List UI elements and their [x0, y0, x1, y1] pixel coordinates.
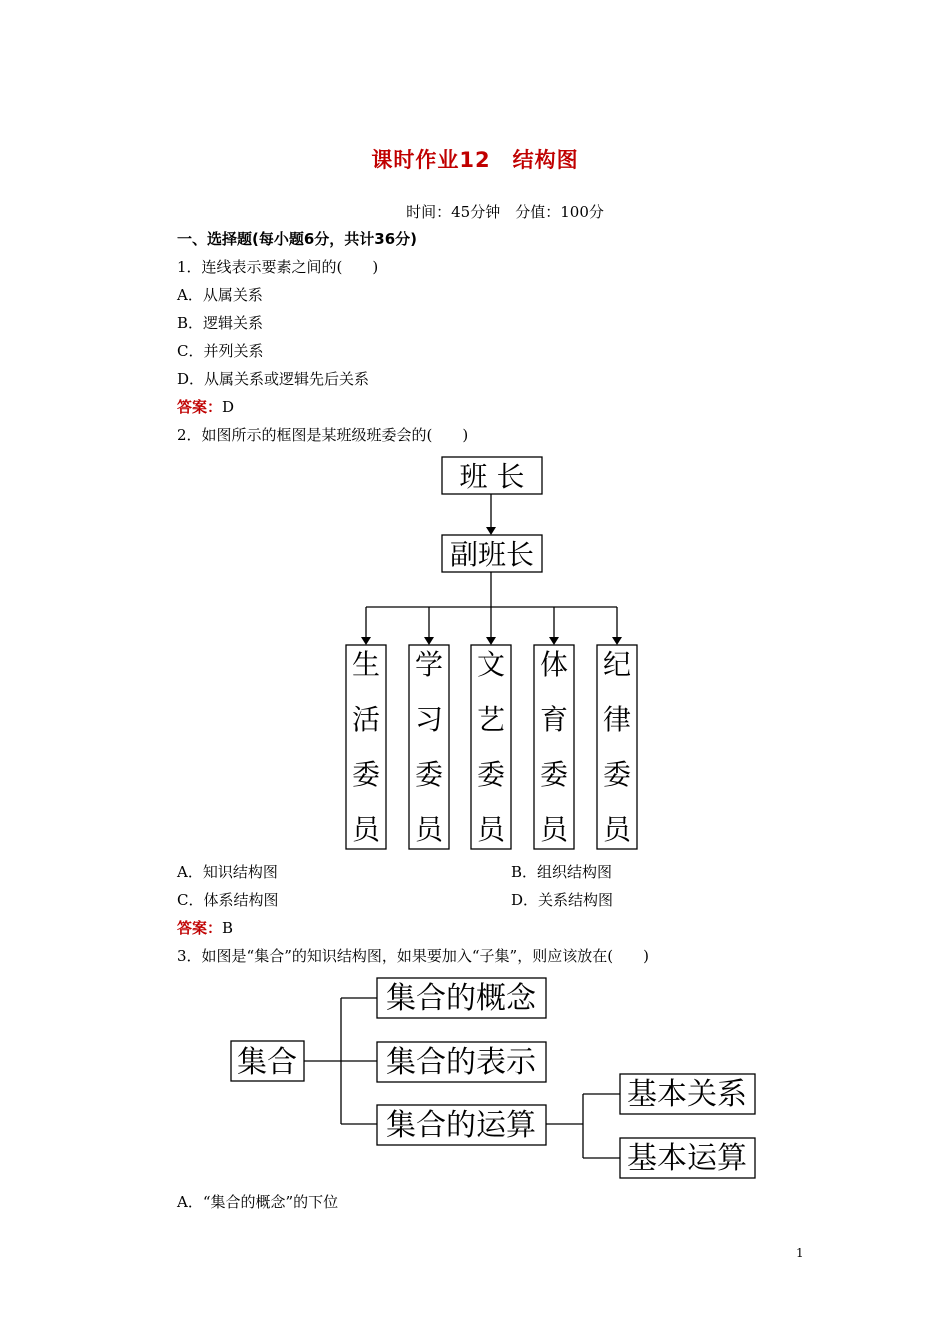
page-title: 课时作业12 结构图 — [371, 148, 579, 172]
member-char: 习 — [414, 703, 444, 736]
q1-option-d: D．从属关系或逻辑先后关系 — [177, 370, 370, 388]
child-label-operations: 集合的运算 — [386, 1108, 536, 1143]
q1-option-b: B．逻辑关系 — [177, 314, 264, 332]
q2-stem: 2．如图所示的框图是某班级班委会的( ) — [177, 426, 469, 444]
member-char: 员 — [539, 813, 569, 846]
member-char: 育 — [539, 703, 569, 736]
vice-monitor-label: 副班长 — [449, 538, 535, 571]
monitor-label: 班 长 — [459, 460, 525, 493]
member-char: 委 — [476, 758, 506, 791]
member-char: 委 — [539, 758, 569, 791]
time-score-info: 时间：45分钟 分值：100分 — [406, 203, 604, 221]
q1-stem: 1．连线表示要素之间的( ) — [177, 258, 379, 276]
q1-option-c: C．并列关系 — [177, 342, 264, 360]
member-char: 生 — [351, 648, 381, 681]
page-number: 1 — [796, 1246, 804, 1260]
child-label-representation: 集合的表示 — [386, 1045, 536, 1080]
member-char: 学 — [414, 648, 444, 681]
q2-answer-value: B — [222, 919, 234, 937]
section-heading: 一、选择题(每小题6分，共计36分) — [177, 230, 418, 248]
q1-answer-value: D — [222, 398, 235, 416]
member-char: 文 — [476, 648, 506, 681]
member-char: 员 — [351, 813, 381, 846]
member-char: 委 — [602, 758, 632, 791]
member-char: 体 — [539, 648, 569, 681]
member-char: 纪 — [602, 648, 632, 681]
member-char: 律 — [602, 703, 632, 736]
q2-answer-label: 答案： — [177, 919, 223, 937]
root-label: 集合 — [237, 1045, 297, 1080]
member-char: 委 — [414, 758, 444, 791]
q2-option-d: D．关系结构图 — [511, 891, 614, 909]
q2-option-a: A．知识结构图 — [177, 863, 278, 881]
q2-option-c: C．体系结构图 — [177, 891, 279, 909]
q2-option-b: B．组织结构图 — [511, 863, 613, 881]
member-char: 员 — [414, 813, 444, 846]
member-char: 员 — [476, 813, 506, 846]
member-char: 员 — [602, 813, 632, 846]
member-char: 艺 — [476, 703, 506, 736]
grandchild-label-operations: 基本运算 — [627, 1141, 747, 1176]
member-char: 委 — [351, 758, 381, 791]
q1-option-a: A．从属关系 — [177, 286, 263, 304]
child-label-concept: 集合的概念 — [386, 981, 536, 1016]
q3-stem: 3．如图是“集合”的知识结构图，如果要加入“子集”，则应该放在( ) — [177, 947, 649, 965]
q1-answer-label: 答案： — [177, 398, 223, 416]
grandchild-label-relations: 基本关系 — [627, 1077, 747, 1112]
member-char: 活 — [351, 703, 381, 736]
q3-option-a: A．“集合的概念”的下位 — [177, 1193, 339, 1211]
